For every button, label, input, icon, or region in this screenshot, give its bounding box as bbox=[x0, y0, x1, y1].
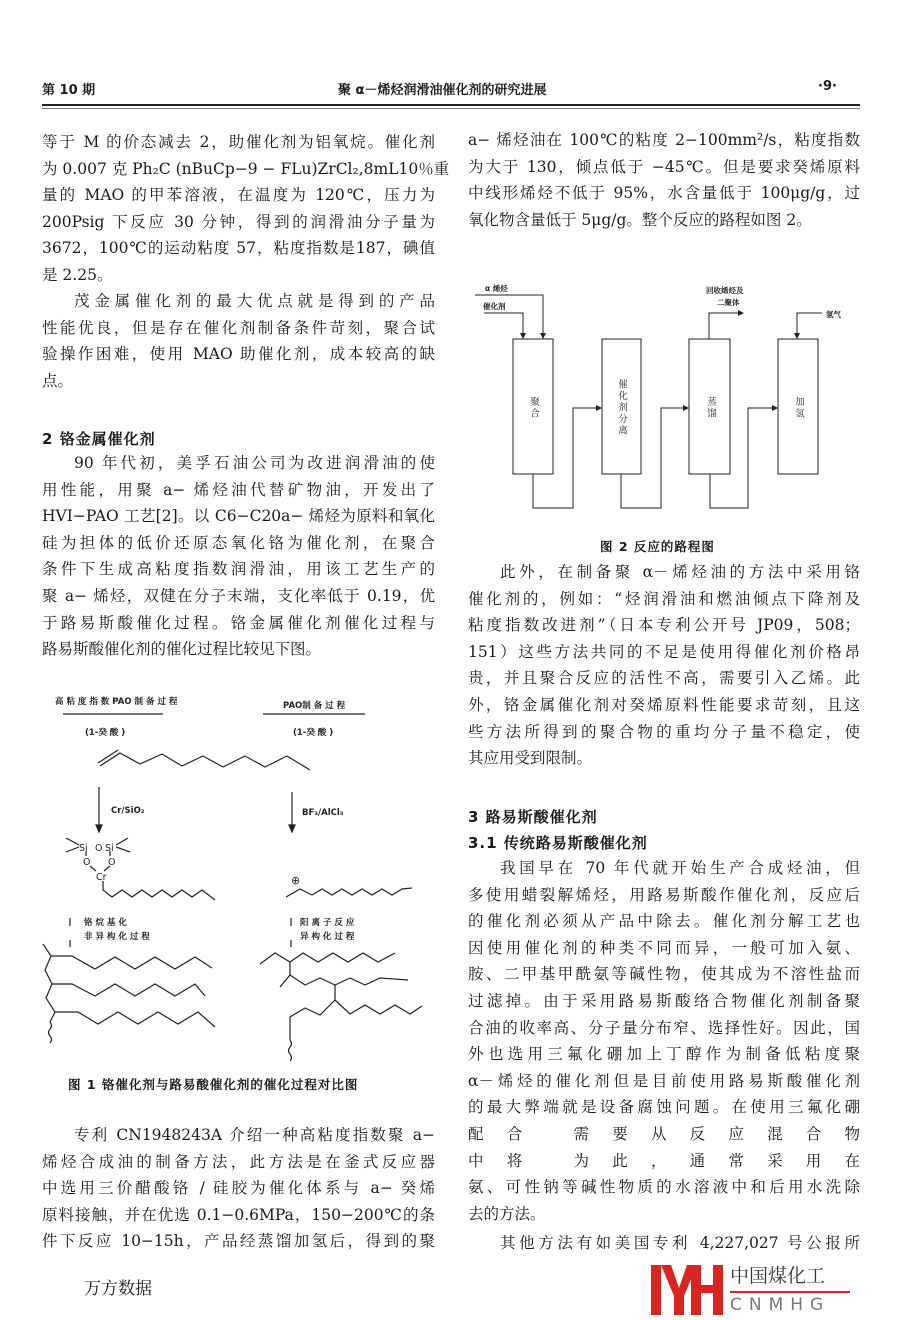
text-line: 条件下生成高粘度指数润滑油，用该工艺生产的 bbox=[42, 560, 435, 579]
arrow-head bbox=[540, 333, 546, 339]
text-line: 90 年代初，美孚石油公司为改进润滑油的使 bbox=[74, 454, 435, 472]
text-line: 去的方法。 bbox=[468, 1204, 546, 1223]
section-heading-3-1: 3.1 传统路易斯酸催化剂 bbox=[468, 834, 648, 852]
text-line: 中选用三价醋酸铬 / 硅胶为催化体系与 a− 癸烯 bbox=[42, 1179, 435, 1198]
polymer-branch bbox=[280, 962, 290, 987]
watermark-logo bbox=[648, 1263, 853, 1317]
issue-number: 第 10 期 bbox=[42, 83, 96, 98]
arrow-head bbox=[738, 310, 744, 316]
text-line: 验操作困难，使用 MAO 助催化剂，成本较高的缺 bbox=[42, 345, 435, 364]
text-line: 的催化剂必须从产品中除去。催化剂分解工艺也 bbox=[468, 912, 860, 931]
text-line: 原料接触，并在优选 0.1−0.6MPa，150−200℃的条 bbox=[42, 1205, 435, 1224]
text-line: 氨、可性钠等碱性物质的水溶液中和后用水洗除 bbox=[468, 1178, 860, 1197]
arrow-head bbox=[794, 333, 800, 339]
flow-line bbox=[533, 408, 600, 508]
alkyl-chain bbox=[103, 881, 215, 900]
unit3-label: 蒸馏 bbox=[705, 396, 716, 420]
text-line: 点。 bbox=[42, 371, 74, 390]
fig1-left-catalyst: Cr/SiO₂ bbox=[111, 806, 145, 816]
text-line: 氧化物含量低于 5μg/g。整个反应的路程如图 2。 bbox=[468, 210, 812, 229]
paragraph bbox=[42, 129, 450, 289]
text-line: 为 0.007 克 Ph₂C (nBuCp−9 − FLu)ZrCl₂,8mL10％重 bbox=[42, 159, 450, 178]
text-line: 其应用受到限制。 bbox=[468, 749, 593, 768]
text-line: 的最大弊端就是设备腐蚀问题。在使用三氟化硼 bbox=[468, 1098, 860, 1117]
oxygen-label: O bbox=[95, 843, 103, 854]
bond bbox=[104, 866, 110, 871]
polymer-branch bbox=[260, 953, 395, 964]
bond bbox=[90, 866, 96, 871]
polymer-branch bbox=[51, 956, 212, 969]
paragraph bbox=[468, 559, 860, 772]
text-line: 我国早在 70 年代就开始生产合成烃油，但 bbox=[500, 859, 860, 877]
polymer-branch bbox=[290, 985, 335, 1040]
text-line: 茂金属催化剂的最大优点就是得到的产品 bbox=[74, 292, 435, 310]
text-line: 专利 CN1948243A 介绍一种高粘度指数聚 a− bbox=[74, 1126, 435, 1144]
text-line: 外也选用三氟化硼加上丁醇作为制备低粘度聚 bbox=[468, 1045, 860, 1064]
fig1-left-title: 高 粘 度 指 数 PAO 制 备 过 程 bbox=[55, 697, 178, 707]
text-line: 其他方法有如美国专利 4,227,027 号公报所 bbox=[500, 1234, 860, 1252]
oxygen-label: O bbox=[83, 857, 91, 868]
decene-chain bbox=[100, 753, 310, 770]
fig1-left-step2: 非 异 构 化 过 程 bbox=[84, 932, 150, 942]
arrow-head bbox=[96, 825, 102, 832]
text-line: 过滤掉。由于采用路易斯酸络合物催化剂制备聚 bbox=[468, 991, 860, 1010]
olefin-feed-line bbox=[475, 295, 543, 337]
cation-symbol: ⊕ bbox=[291, 874, 301, 887]
fig1-left-step: 铬 烷 基 化 bbox=[84, 918, 127, 928]
section-heading-3: 3 路易斯酸催化剂 bbox=[468, 808, 598, 826]
bond bbox=[116, 847, 130, 852]
cation-chain bbox=[286, 888, 412, 897]
bond bbox=[66, 838, 79, 845]
paragraph bbox=[42, 1122, 435, 1255]
watermark-rule bbox=[730, 1291, 850, 1293]
oxygen-label: O bbox=[108, 857, 116, 868]
text-line: 路易斯酸催化剂的催化过程比较见下图。 bbox=[42, 640, 322, 659]
catalyst-feed-line bbox=[484, 313, 523, 337]
bond bbox=[116, 838, 128, 845]
fig1-right-title: PAO制 备 过 程 bbox=[283, 701, 346, 711]
text-line: 151）这些方法共同的不足是使用得催化剂价格昂 bbox=[468, 642, 860, 661]
text-line: 中线形烯烃不低于 95%，水含量低于 100μg/g，过 bbox=[468, 184, 860, 203]
polymer-branch bbox=[55, 1012, 215, 1027]
recycle-line bbox=[709, 313, 740, 339]
feed-olefin-label: α 烯烃 bbox=[485, 284, 508, 293]
recycle-label: 回收烯烃及 bbox=[706, 286, 744, 295]
text-line: 此外，在制备聚 α－烯烃油的方法中采用铬 bbox=[500, 563, 860, 581]
polymer-branch bbox=[52, 984, 205, 996]
paragraph bbox=[42, 288, 435, 394]
unit4-label: 加氢 bbox=[793, 396, 804, 420]
text-line: 200Psig 下反应 30 分钟，得到的润滑油分子量为 bbox=[42, 212, 435, 231]
feed-catalyst-label: 催化剂 bbox=[483, 302, 506, 311]
text-line: α－烯烃的催化剂但是目前使用路易斯酸催化剂 bbox=[468, 1071, 860, 1090]
header-rule-thin bbox=[42, 108, 860, 109]
header-rule bbox=[42, 104, 860, 106]
watermark-en: CNMHG bbox=[730, 1295, 831, 1315]
arrow-head bbox=[683, 405, 689, 411]
text-line: 3672，100℃的运动粘度 57，粘度指数是187，碘值 bbox=[42, 239, 435, 258]
fig1-left-feed: (1-癸 酸 ) bbox=[85, 728, 126, 738]
text-line: HVI−PAO 工艺[2]。以 C6−C20a− 烯烃为原料和氧化 bbox=[42, 507, 435, 526]
text-line: 粘度指数改进剂”（日本专利公开号 JP09，508； bbox=[468, 616, 860, 635]
text-line: 用性能，用聚 a− 烯烃油代替矿物油，开发出了 bbox=[42, 480, 435, 499]
fig1-right-feed: (1-癸 酸 ) bbox=[293, 728, 334, 738]
unit2-label: 催化剂分离 bbox=[616, 379, 627, 437]
fig1-right-step2: 异 构 化 过 程 bbox=[300, 932, 355, 942]
watermark-cn: 中国煤化工 bbox=[730, 1265, 826, 1287]
polymer-backbone bbox=[43, 944, 55, 1022]
text-line: 贵，并且聚合反应的活性不高，需要引入乙烯。此 bbox=[468, 669, 860, 688]
text-line: 外，铬金属催化剂对癸烯原料性能要求苛刻，且这 bbox=[468, 695, 860, 714]
wavy-bond bbox=[289, 1040, 292, 1061]
arrow-head bbox=[520, 333, 526, 339]
text-line: 聚 a− 烯烃，双健在分子末端，支化率低于 0.19，优 bbox=[42, 586, 435, 605]
paragraph bbox=[468, 855, 860, 1227]
text-line: 件下反应 10−15h，产品经蒸馏加氢后，得到的聚 bbox=[42, 1232, 435, 1251]
hydrogen-line bbox=[797, 313, 822, 337]
text-line: 量的 MAO 的甲苯溶液，在温度为 120℃，压力为 bbox=[42, 186, 435, 205]
bond bbox=[66, 847, 79, 852]
fig1-right-step: 阳 离 子 反 应 bbox=[300, 918, 355, 928]
page-number: ·9· bbox=[818, 79, 837, 94]
text-line: 中将 为此，通常采用在 bbox=[468, 1151, 860, 1170]
text-line: 烯烃合成油的制备方法，此方法是在釜式反应器 bbox=[42, 1152, 435, 1171]
silicon-label: Si bbox=[79, 843, 88, 854]
polymer-branch bbox=[290, 975, 408, 985]
footer-source: 万方数据 bbox=[84, 1279, 152, 1299]
running-title: 聚 α－烯烃润滑油催化剂的研究进展 bbox=[338, 83, 547, 98]
section-heading-2: 2 铬金属催化剂 bbox=[42, 430, 156, 448]
chromium-label: Cr bbox=[96, 872, 107, 883]
text-line: 配合 需要从反应混合物 bbox=[468, 1124, 860, 1143]
text-line: 些方法所得到的聚合物的重均分子量不稳定，使 bbox=[468, 722, 860, 741]
figure-1-caption: 图 1 铬催化剂与路易酸催化剂的催化过程对比图 bbox=[68, 1077, 359, 1092]
paragraph bbox=[468, 1230, 860, 1257]
text-line: 性能优良，但是存在催化剂制备条件苛刻，聚合试 bbox=[42, 318, 435, 337]
text-line: 于路易斯酸催化过程。铬金属催化剂催化过程与 bbox=[42, 613, 435, 632]
text-line: 多使用蜡裂解烯烃，用路易斯酸作催化剂，反应后 bbox=[468, 885, 860, 904]
recycle-label-2: 二聚体 bbox=[717, 298, 740, 307]
text-line: 为大于 130，倾点低于 −45℃。但是要求癸烯原料 bbox=[468, 157, 860, 176]
unit1-label: 聚合 bbox=[528, 396, 539, 420]
paragraph bbox=[468, 127, 860, 233]
text-line: 合油的收率高、分子量分布窄、选择性好。因此，国 bbox=[468, 1018, 860, 1037]
double-bond bbox=[98, 750, 118, 763]
text-line: 催化剂的，例如：“烃润滑油和燃油倾点下降剂及 bbox=[468, 589, 860, 608]
text-line: 因使用催化剂的种类不同而异，一般可加入氨、 bbox=[468, 938, 860, 957]
text-line: 硅为担体的低价还原态氧化铬为催化剂，在聚合 bbox=[42, 533, 435, 552]
silicon-label: Si bbox=[105, 843, 114, 854]
polymer-branch bbox=[335, 1000, 422, 1014]
wavy-bond bbox=[49, 1022, 52, 1043]
flow-line bbox=[621, 408, 687, 508]
arrow-head bbox=[596, 405, 602, 411]
text-line: 是 2.25。 bbox=[42, 265, 113, 284]
text-line: 等于 M 的价态减去 2，助催化剂为铝氧烷。催化剂 bbox=[42, 133, 435, 151]
text-line: 胺、二甲基甲酰氨等碱性物，使其成为不溶性盐而 bbox=[468, 965, 860, 984]
flow-line bbox=[710, 408, 776, 508]
arrow-head bbox=[772, 405, 778, 411]
figure-2-caption: 图 2 反应的路程图 bbox=[600, 539, 715, 554]
hydrogen-label: 氢气 bbox=[826, 310, 841, 319]
text-line: a− 烯烃油在 100℃的粘度 2−100mm²/s，粘度指数 bbox=[468, 131, 860, 149]
paragraph bbox=[42, 450, 435, 663]
arrow-head bbox=[289, 825, 295, 832]
fig1-right-catalyst: BF₃/AlCl₃ bbox=[302, 808, 344, 818]
